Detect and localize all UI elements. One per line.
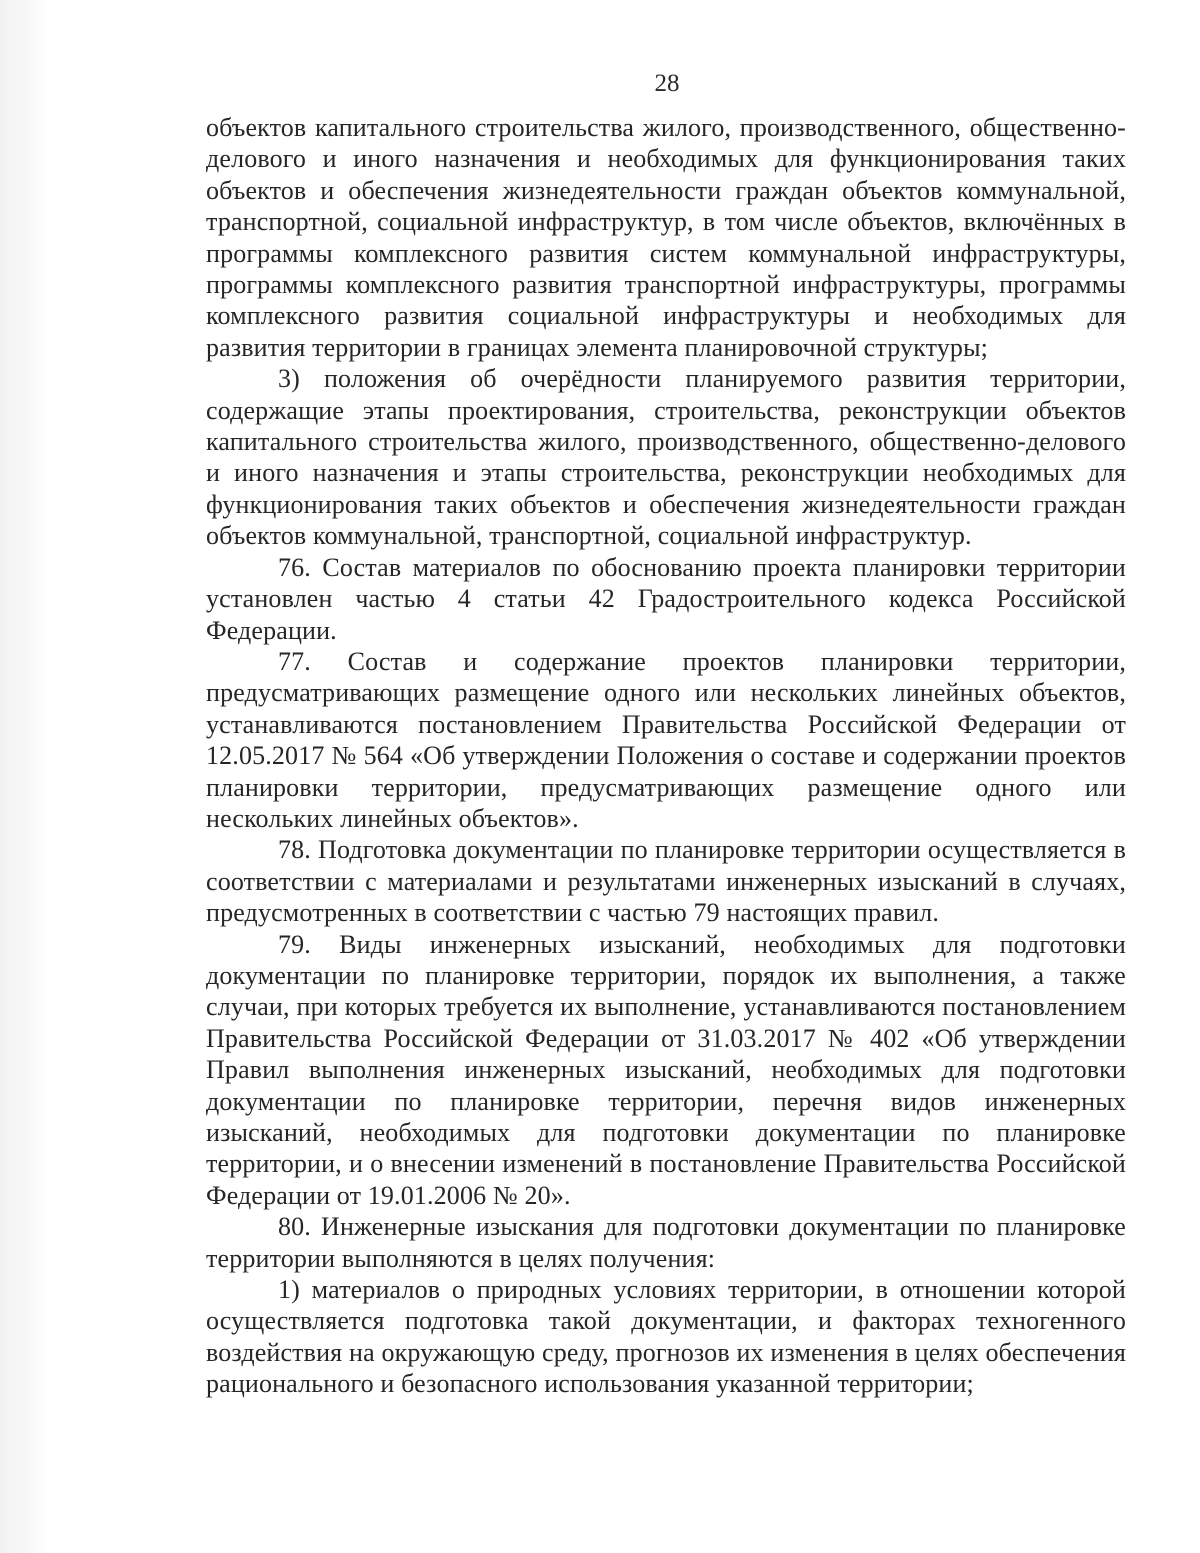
paragraph-80: 80. Инженерные изыскания для подготовки документации по планировке территории выполняются в целях получения: [206,1212,1126,1273]
paragraph-79: 79. Виды инженерных изысканий, необходимых для подготовки документации по планировке территории, порядок их выполнения, а также случаи, при которых требуется их выполнение, устанавливаются постановлением Правительства Российской Федерации от 31.03.2017 № 402 «Об утверждении Правил выполнения инженерных изысканий, необходимых для подготовки документации по планировке территории, перечня видов инженерных изысканий, необходимых для подготовки документации по планировке территории, и о внесении изменений в постановление Правительства Российской Федерации от 19.01.2006 № 20». [206,929,1126,1210]
paragraph-continuation: объектов капитального строительства жилого, производственного, общественно-делового и иного назначения и необходимых для функционирования таких объектов и обеспечения жизнедеятельности граждан объектов коммунальной, транспортной, социальной инфраструктур, в том числе объектов, включённых в программы комплексного развития систем коммунальной инфраструктуры, программы комплексного развития транспортной инфраструктуры, программы комплексного развития социальной инфраструктуры и необходимых для развития территории в границах элемента планировочной структуры; [206,113,1126,362]
paragraph-item-3: 3) положения об очерёдности планируемого развития территории, содержащие этапы проектирования, строительства, реконструкции объектов капитального строительства жилого, производственного, общественно-делового и иного назначения и этапы строительства, реконструкции необходимых для функционирования таких объектов и обеспечения жизнедеятельности граждан объектов коммунальной, транспортной, социальной инфраструктур. [206,364,1126,551]
paragraph-77: 77. Состав и содержание проектов планировки территории, предусматривающих размещение одного или нескольких линейных объектов, устанавливаются постановлением Правительства Российской Федерации от 12.05.2017 № 564 «Об утверждении Положения о составе и содержании проектов планировки территории, предусматривающих размещение одного или нескольких линейных объектов». [206,646,1126,833]
scan-shadow-edge [0,0,48,1553]
paragraph-item-1: 1) материалов о природных условиях территории, в отношении которой осуществляется подготовка такой документации, и факторах техногенного воздействия на окружающую среду, прогнозов их изменения в целях обеспечения рационального и безопасного использования указанной территории; [206,1275,1126,1399]
paragraph-76: 76. Состав материалов по обоснованию проекта планировки территории установлен частью 4 статьи 42 Градостроительного кодекса Российской Федерации. [206,552,1126,645]
document-body [206,112,1126,1400]
page-number: 28 [654,70,680,97]
paragraph-78: 78. Подготовка документации по планировке территории осуществляется в соответствии с материалами и результатами инженерных изысканий в случаях, предусмотренных в соответствии с частью 79 настоящих правил. [206,835,1126,928]
